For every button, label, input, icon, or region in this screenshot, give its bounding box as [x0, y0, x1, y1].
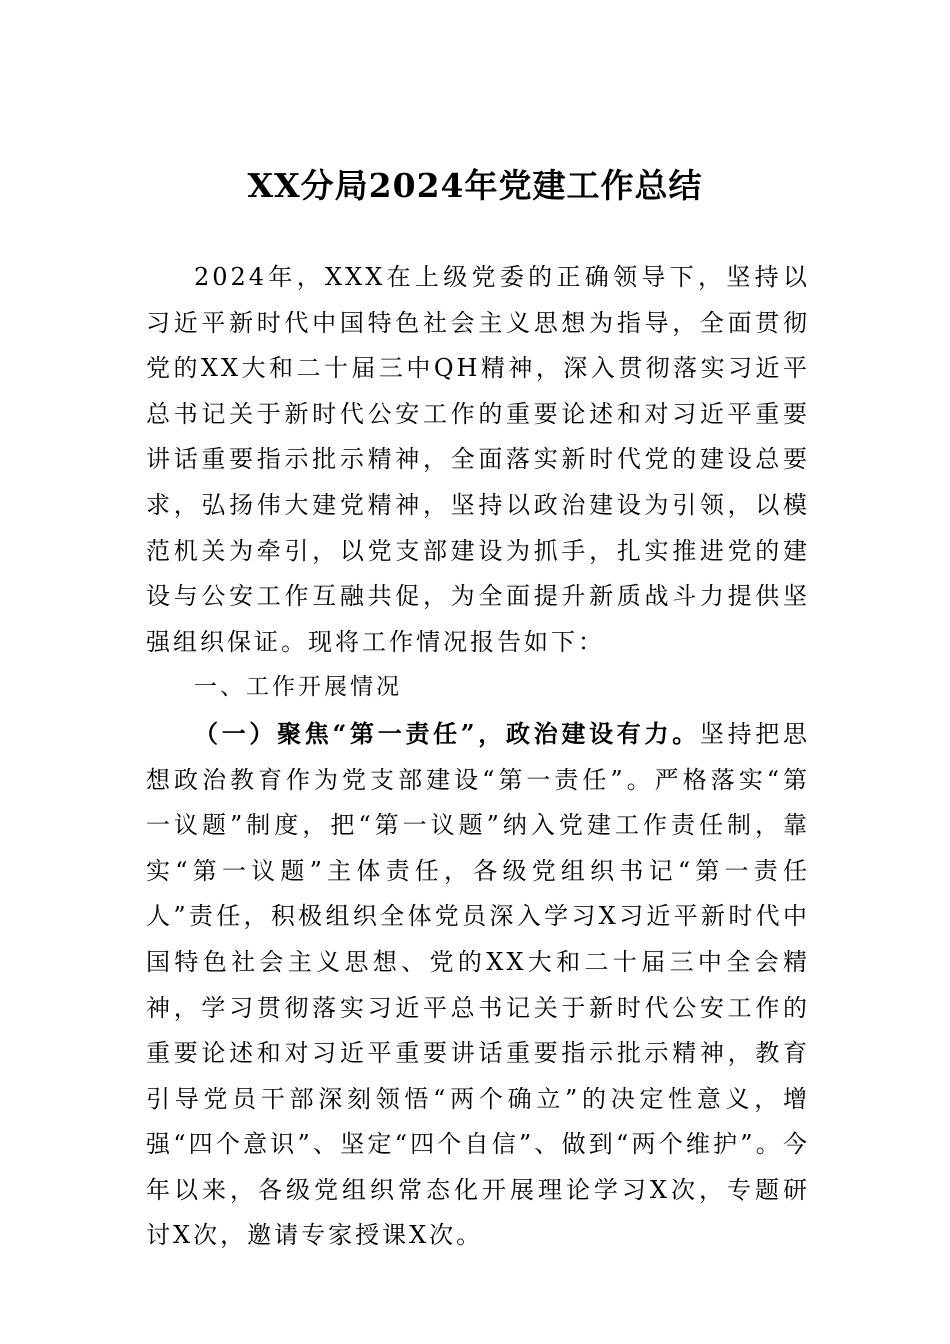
document-body: [146, 255, 810, 1259]
subsection-paragraph-1: [146, 711, 810, 1259]
document-title: XX分局2024年党建工作总结: [247, 166, 703, 205]
subsection-body-1: 坚持把思想政治教育作为党支部建设“第一责任”。严格落实“第一议题”制度，把“第一议题”纳入党建工作责任制，靠实“第一议题”主体责任，各级党组织书记“第一责任人”责任，积极组织全体党员深入学习X习近平新时代中国特色社会主义思想、党的XX大和二十届三中全会精神，学习贯彻落实习近平总书记关于新时代公安工作的重要论述和对习近平重要讲话重要指示批示精神，教育引导党员干部深刻领悟“两个确立”的决定性意义，增强“四个意识”、坚定“四个自信”、做到“两个维护”。今年以来，各级党组织常态化开展理论学习X次，专题研讨X次，邀请专家授课X次。: [146, 719, 811, 1250]
section-heading-1: 一、工作开展情况: [194, 674, 402, 701]
intro-paragraph: 2024年，XXX在上级党委的正确领导下，坚持以习近平新时代中国特色社会主义思想为指导，全面贯彻党的XX大和二十届三中QH精神，深入贯彻落实习近平总书记关于新时代公安工作的重要论述和对习近平重要讲话重要指示批示精神，全面落实新时代党的建设总要求，弘扬伟大建党精神，坚持以政治建设为引领，以模范机关为牵引，以党支部建设为抓手，扎实推进党的建设与公安工作互融共促，为全面提升新质战斗力提供坚强组织保证。现将工作情况报告如下：: [146, 263, 810, 656]
subsection-heading-1: （一）聚焦“第一责任”，政治建设有力。: [194, 718, 700, 748]
